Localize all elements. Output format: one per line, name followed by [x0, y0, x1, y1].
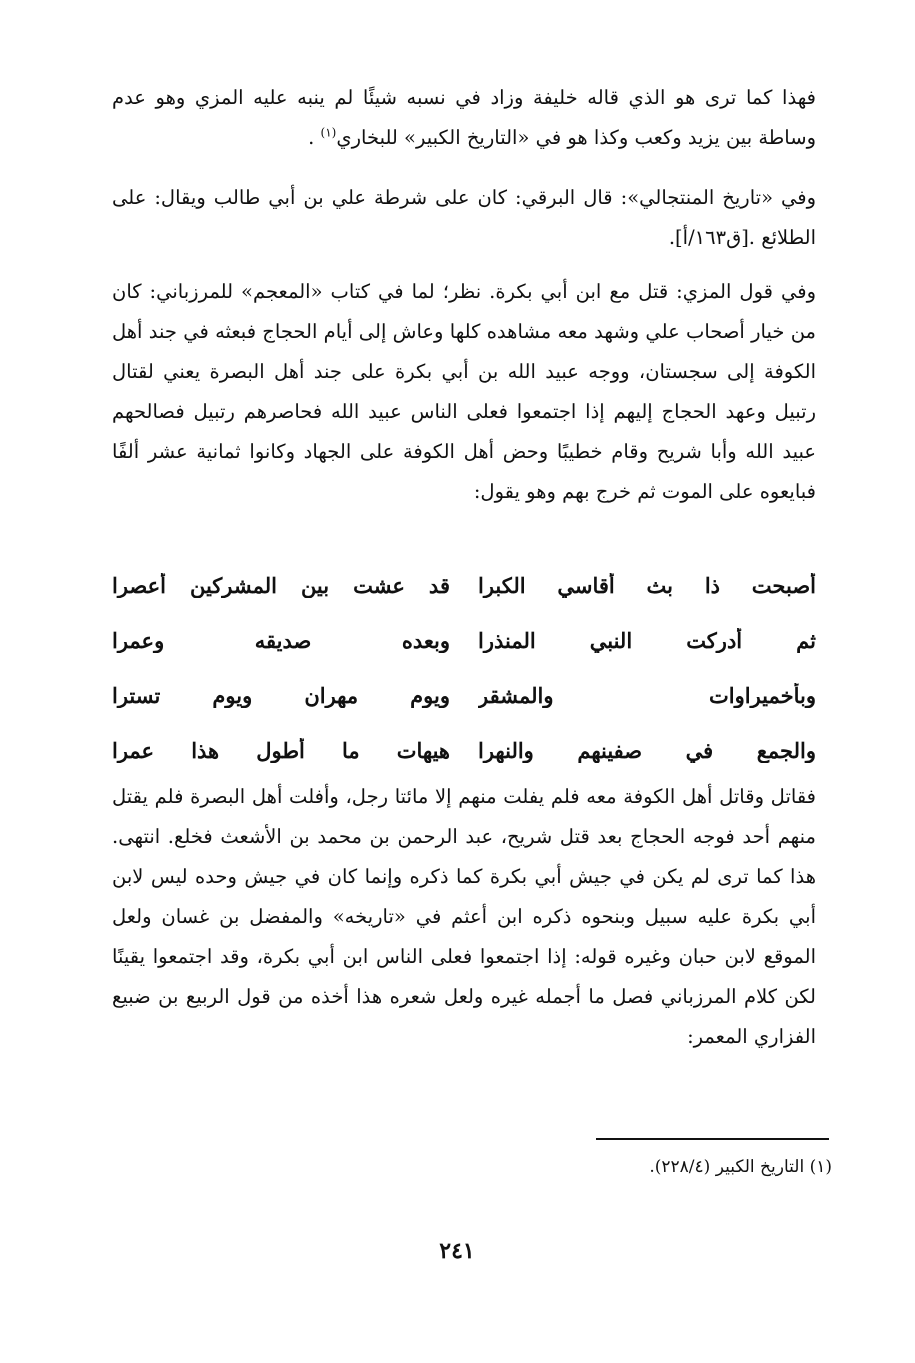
footnote: (١) التاريخ الكبير (٢٢٨/٤). [649, 1157, 832, 1177]
poem-first-hemistich: والجمع في صفينهم والنهرا [478, 738, 816, 763]
paragraph-1-text: فهذا كما ترى هو الذي قاله خليفة وزاد في نسبه شيئًا لم ينبه عليه المزي وهو عدم وساطة بين يزيد وكعب وكذا هو في «التاريخ الكبير» للبخاري [112, 86, 816, 149]
paragraph-2: وفي «تاريخ المنتجالي»: قال البرقي: كان على شرطة علي بن أبي طالب ويقال: على الطلائع .[ق١٦٣/أ]. [112, 186, 816, 249]
poem-verse [112, 613, 816, 668]
footnote-divider [596, 1138, 829, 1140]
poem-verse [112, 668, 816, 723]
poem-second-hemistich: ويوم مهران ويوم تسترا [112, 683, 450, 708]
paragraph-4: فقاتل وقاتل أهل الكوفة معه فلم يفلت منهم إلا مائتا رجل، وأفلت أهل البصرة فلم يقتل منهم أحد فوجه الحجاج بعد قتل شريح، عبد الرحمن بن محمد بن الأشعث فخلع. انتهى. هذا كما ترى لم يكن في جيش أبي بكرة كما ذكره وإنما كان في جيش وحده ليس لابن أبي بكرة عليه سبيل وبنحوه ذكره ابن أعثم في «تاريخه» والمفضل بن غسان ولعل الموقع لابن حبان وغيره قوله: إذا اجتمعوا فعلى الناس ابن أبي بكرة، وقد اجتمعوا يقينًا لكن كلام المرزباني فصل ما أجمله غيره ولعل شعره هذا أخذه من قول الربيع بن ضبيع الفزاري المعمر: [112, 785, 816, 1048]
page-number: ٢٤١ [439, 1238, 475, 1264]
poem-first-hemistich: ثم أدركت النبي المنذرا [478, 628, 816, 653]
poem-second-hemistich: قد عشت بين المشركين أعصرا [112, 573, 450, 598]
poem-first-hemistich: أصبحت ذا بث أقاسي الكبرا [478, 573, 816, 598]
poem-verse [112, 723, 816, 778]
poem-second-hemistich: وبعده صديقه وعمرا [112, 628, 450, 653]
paragraph-1 [112, 78, 816, 158]
paragraph-3: وفي قول المزي: قتل مع ابن أبي بكرة. نظر؛ لما في كتاب «المعجم» للمرزباني: كان من خيار أصحاب علي وشهد معه مشاهده كلها وعاش إلى أيام الحجاج فبعثه في جند أهل الكوفة إلى سجستان، ووجه عبيد الله بن أبي بكرة على جند أهل البصرة يعني لقتال رتبيل وعهد الحجاج إليهم إذا اجتمعوا فعلى الناس عبيد الله فحاصرهم رتبيل فصالحهم عبيد الله وأبا شريح وقام خطيبًا وحض أهل الكوفة على الجهاد وكانوا ثمانية عشر ألفًا فبايعوه على الموت ثم خرج بهم وهو يقول: [112, 280, 816, 503]
paragraph-1-end: . [308, 126, 321, 149]
poem-verse [112, 558, 816, 613]
poem [112, 558, 816, 778]
poem-second-hemistich: هيهات ما أطول هذا عمرا [112, 738, 450, 763]
poem-first-hemistich: وبأخميراوات والمشقر [478, 683, 816, 708]
footnote-marker[interactable]: (١) [320, 125, 337, 140]
